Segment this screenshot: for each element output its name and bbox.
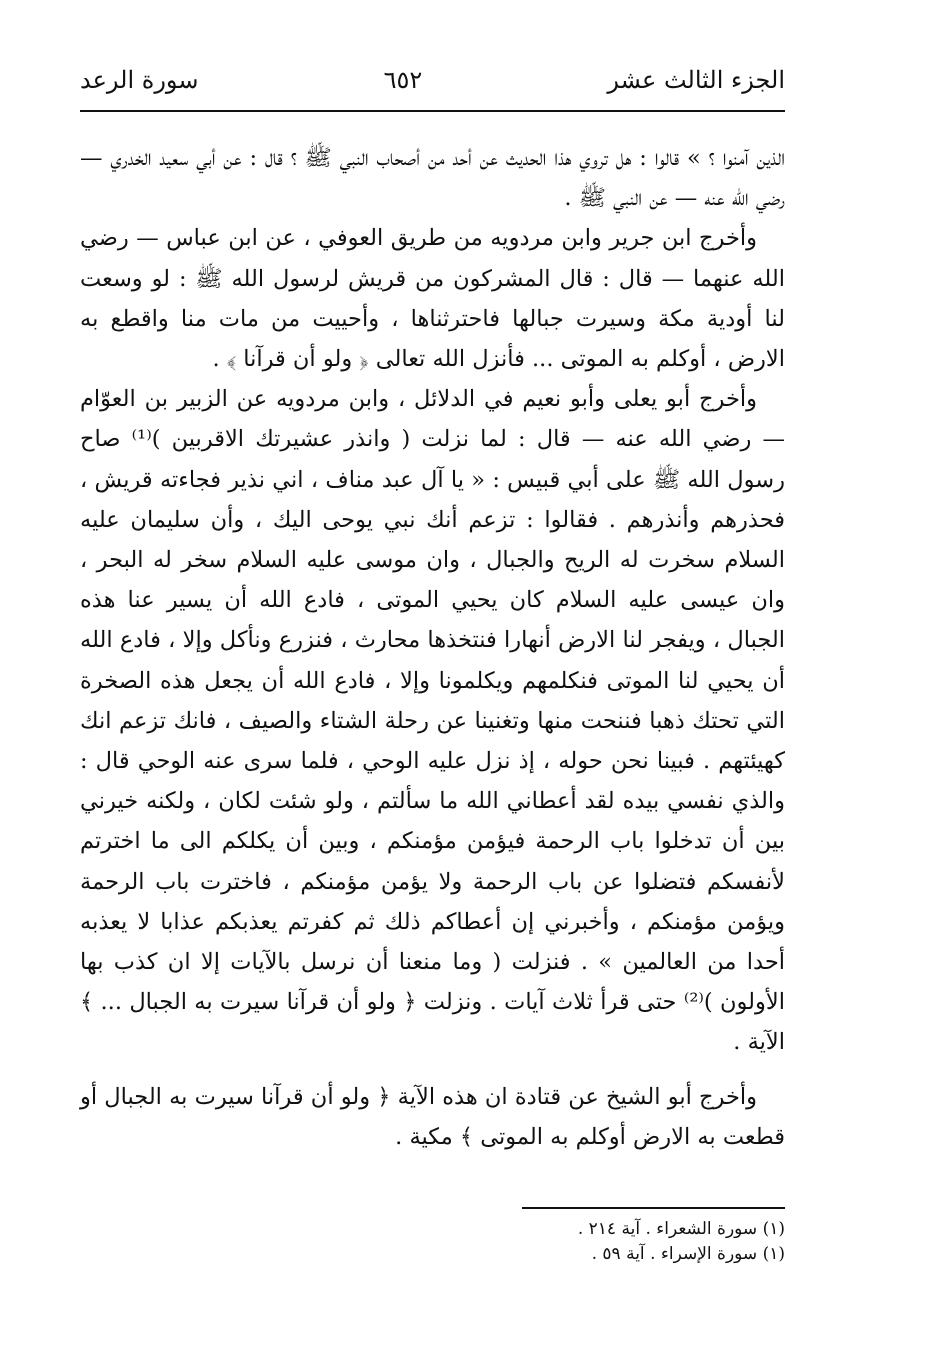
header-rule [80, 110, 785, 112]
running-header [80, 60, 785, 100]
main-text [80, 138, 785, 1157]
paragraph-1: الذين آمنوا ؟ » قالوا : هل تروي هذا الحديث عن أحد من أصحاب النبي ﷺ ؟ قال : عن أبي سعيد الخدري — رضي الله عنه — عن النبي ﷺ . [80, 145, 785, 212]
footnote-1: (١) سورة الشعراء . آية ٢١٤ . [577, 1219, 785, 1239]
footnote-2: (١) سورة الإسراء . آية ٥٩ . [591, 1244, 785, 1264]
paragraph-4: وأخرج أبو الشيخ عن قتادة ان هذه الآية ﴿ ولو أن قرآنا سيرت به الجبال أو قطعت به الارض أوكلم به الموتى ﴾ مكية . [80, 1083, 785, 1150]
page-number: ٦٥٢ [383, 66, 423, 94]
paragraph-2: وأخرج ابن جرير وابن مردويه من طريق العوفي ، عن ابن عباس — رضي الله عنهما — قال : قال المشركون من قريش لرسول الله ﷺ : لو وسعت لنا أودية مكة وسيرت جبالها فاحترثناها ، وأحييت من مات منا واقطع به الارض ، أوكلم به الموتى ... فأنزل الله تعالى ﴿ ولو أن قرآنا ﴾ . [80, 225, 785, 373]
surah-title: سورة الرعد [80, 66, 199, 94]
paragraph-3: وأخرج أبو يعلى وأبو نعيم في الدلائل ، وابن مردويه عن الزبير بن العوّام — رضي الله عنه — قال : لما نزلت ( وانذر عشيرتك الاقربين )⁽¹⁾ صاح رسول الله ﷺ على أبي قبيس : « يا آل عبد مناف ، اني نذير فجاءته قريش ، فحذرهم وأنذرهم . فقالوا : تزعم أنك نبي يوحى اليك ، وأن سليمان عليه السلام سخرت له الريح والجبال ، وان موسى عليه السلام سخر له البحر ، وان عيسى عليه السلام كان يحيي الموتى ، فادع الله أن يسير عنا هذه الجبال ، ويفجر لنا الارض أنهارا فنتخذها محارث ، فنزرع ونأكل وإلا ، فادع الله أن يحيي لنا الموتى فنكلمهم ويكلمونا وإلا ، فادع الله أن يجعل هذه الصخرة التي تحتك ذهبا فننحت منها وتغنينا عن رحلة الشتاء والصيف ، فانك تزعم انك كهيئتهم . فبينا نحن حوله ، إذ نزل عليه الوحي ، فلما سرى عنه الوحي قال : والذي نفسي بيده لقد أعطاني الله ما سألتم ، ولو شئت لكان ، ولكنه خيرني بين أن تدخلوا باب الرحمة فيؤمن مؤمنكم ، وبين أن يكلكم الى ما اخترتم لأنفسكم فتضلوا عن باب الرحمة ولا يؤمن مؤمنكم ، فاخترت باب الرحمة ويؤمن مؤمنكم ، وأخبرني إن أعطاكم ذلك ثم كفرتم يعذبكم عذابا لا يعذبه أحدا من العالمين » . فنزلت ( وما منعنا أن نرسل بالآيات إلا ان كذب بها الأولون )⁽²⁾ حتى قرأ ثلاث آيات . ونزلت ﴿ ولو أن قرآنا سيرت به الجبال ... ﴾ الآية . [80, 386, 785, 1056]
volume-title: الجزء الثالث عشر [607, 66, 785, 94]
footnote-rule [522, 1207, 785, 1209]
footnotes [80, 1217, 785, 1267]
